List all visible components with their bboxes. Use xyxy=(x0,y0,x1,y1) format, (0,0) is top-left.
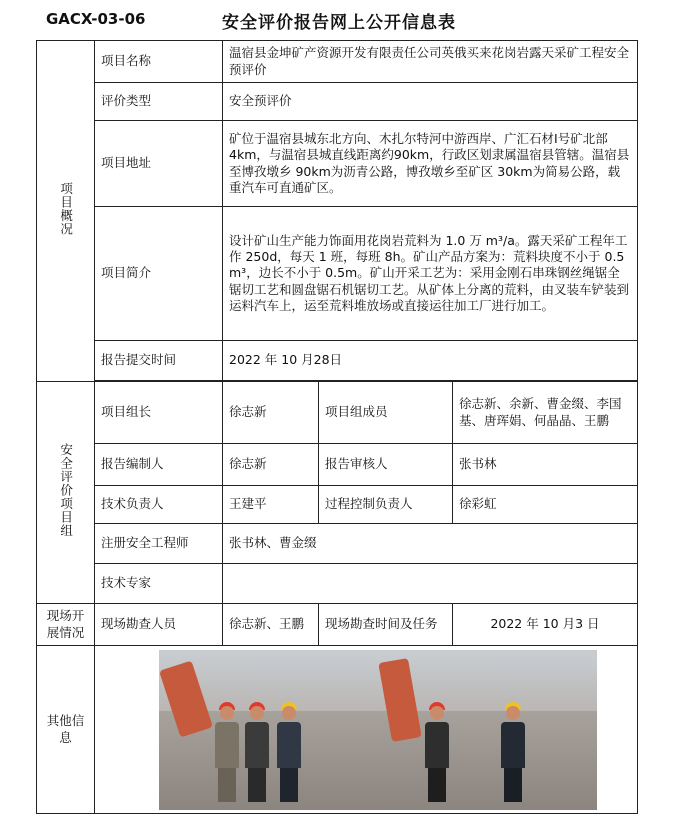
author-label: 报告编制人 xyxy=(95,444,223,486)
reviewer-value: 张书林 xyxy=(453,444,638,486)
site-photo-2 xyxy=(377,650,597,810)
worker-figure xyxy=(425,702,449,802)
tech-lead-value: 王建平 xyxy=(223,486,319,524)
page-title: 安全评价报告网上公开信息表 xyxy=(222,13,456,33)
intro-label: 项目简介 xyxy=(95,207,223,341)
author-value: 徐志新 xyxy=(223,444,319,486)
project-name-value: 温宿县金坤矿产资源开发有限责任公司英俄买来花岗岩露天采矿工程安全预评价 xyxy=(223,41,638,83)
engineer-value: 张书林、曹金缀 xyxy=(223,524,638,564)
photos-cell xyxy=(95,646,638,814)
process-lead-label: 过程控制负责人 xyxy=(319,486,453,524)
worker-figure xyxy=(277,702,301,802)
eval-type-label: 评价类型 xyxy=(95,83,223,121)
section-site: 现场开展情况 xyxy=(37,604,95,646)
leader-value: 徐志新 xyxy=(223,382,319,444)
project-name-label: 项目名称 xyxy=(95,41,223,83)
info-table xyxy=(36,40,638,814)
intro-value: 设计矿山生产能力饰面用花岗岩荒料为 1.0 万 m³/a。露天采矿工程年工作 250d，每天 1 班，每班 8h。矿山产品方案为：荒料块度不小于 0.5 m³，边长不小于 0.5m。矿山开采工艺为：采用金刚石串珠钢丝绳锯全锯切工艺和圆盘锯石机锯切工艺。从矿体上分离的荒料，由叉装车铲装到运料汽车上，运至荒料堆放场或直接运往加工厂进行加工。 xyxy=(223,207,638,341)
engineer-label: 注册安全工程师 xyxy=(95,524,223,564)
submit-date-label: 报告提交时间 xyxy=(95,341,223,381)
section-overview: 项目概况 xyxy=(37,41,95,382)
worker-figure xyxy=(215,702,239,802)
expert-value xyxy=(223,564,638,604)
expert-label: 技术专家 xyxy=(95,564,223,604)
members-label: 项目组成员 xyxy=(319,382,453,444)
worker-figure xyxy=(245,702,269,802)
address-label: 项目地址 xyxy=(95,121,223,207)
process-lead-value: 徐彩虹 xyxy=(453,486,638,524)
section-other: 其他信息 xyxy=(37,646,95,814)
submit-date-value: 2022 年 10 月28日 xyxy=(223,341,638,381)
section-team: 安全评价项目组 xyxy=(37,382,95,604)
reviewer-label: 报告审核人 xyxy=(319,444,453,486)
members-value: 徐志新、余新、曹金缀、李国基、唐珲娟、何晶晶、王鹏 xyxy=(453,382,638,444)
site-staff-label: 现场勘查人员 xyxy=(95,604,223,646)
address-value: 矿位于温宿县城东北方向、木扎尔特河中游西岸、广汇石材Ⅰ号矿北部4km，与温宿县城直线距离约90km，行政区划隶属温宿县管辖。温宿县至博孜墩乡 90km为沥青公路，博孜墩乡至矿区 30km为简易公路，载重汽车可直通矿区。 xyxy=(223,121,638,207)
site-staff-value: 徐志新、王鹏 xyxy=(223,604,319,646)
worker-figure xyxy=(501,702,525,802)
eval-type-value: 安全预评价 xyxy=(223,83,638,121)
doc-code: GACX-03-06 xyxy=(46,10,146,28)
site-time-value: 2022 年 10 月3 日 xyxy=(453,604,638,646)
site-time-label: 现场勘查时间及任务 xyxy=(319,604,453,646)
tech-lead-label: 技术负责人 xyxy=(95,486,223,524)
leader-label: 项目组长 xyxy=(95,382,223,444)
site-photo-1 xyxy=(159,650,379,810)
